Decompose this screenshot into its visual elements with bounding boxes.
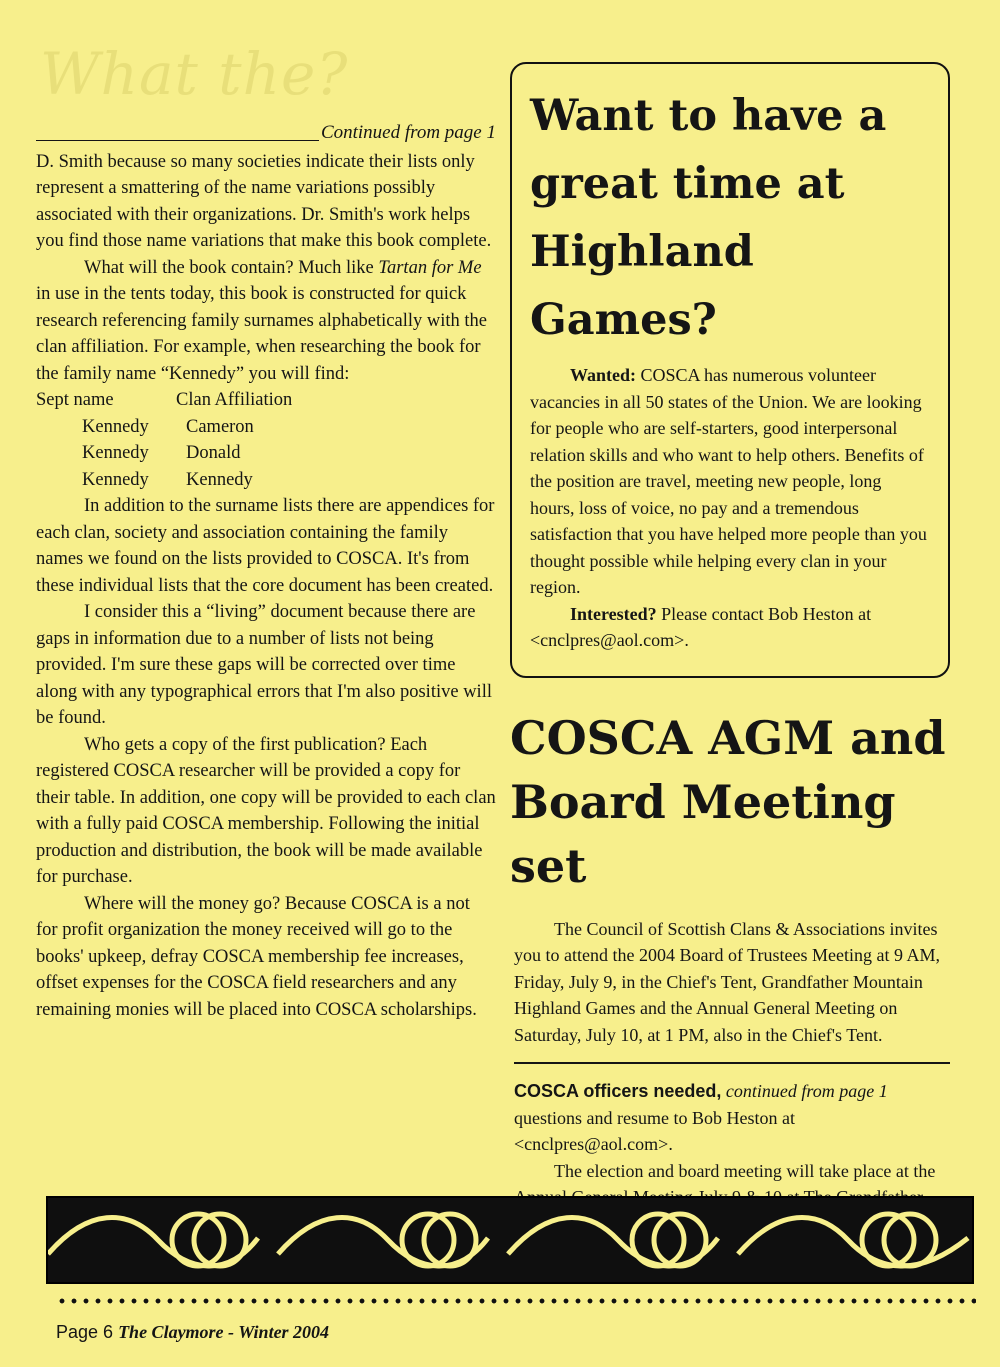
ad-interested-paragraph [530, 601, 930, 654]
paragraph-2-end: in use in the tents today, this book is constructed for quick research referencing family surnames alphabetically with the clan affiliation. For example, when researching the book for the family name “Kennedy” you will find: [36, 284, 487, 384]
agm-headline: COSCA AGM and Board Meeting set [510, 710, 946, 893]
right-column [510, 62, 950, 1237]
celtic-knotwork-border [46, 1196, 974, 1284]
officers-heading-line [514, 1078, 950, 1105]
sept-name-header: Sept name [36, 390, 114, 410]
table-row [36, 440, 496, 467]
paragraph-2-start: What will the book contain? Much like [84, 257, 379, 278]
officers-paragraph-2: The election and board meeting will take place at the [554, 1160, 936, 1181]
table-row [36, 414, 496, 441]
section-divider [514, 1062, 950, 1064]
page-number: Page 6 [56, 1322, 119, 1342]
agm-article [510, 916, 950, 1238]
publication-name: The Claymore - Winter 2004 [118, 1322, 330, 1342]
interested-label: Interested? [570, 603, 657, 624]
officers-heading: COSCA officers needed, [514, 1081, 722, 1101]
volunteer-ad-box [510, 62, 950, 678]
continued-from-line [36, 120, 496, 147]
ad-wanted-paragraph [530, 362, 930, 601]
paragraph-2 [36, 255, 496, 388]
officers-line-1: questions and resume to Bob Heston at <cnclpres@aol.com>. [514, 1107, 795, 1154]
paragraph-1: D. Smith because so many societies indicate their lists only represent a smattering of the name variations possibly associated with their organizations. Dr. Smith's work helps you find those name variations that make this book complete. [36, 151, 492, 251]
paragraph-3: In addition to the surname lists there are appendices for each clan, society and association containing the family names we found on the lists provided to COSCA. It's from these individual lists that the core document has been created. [36, 496, 495, 596]
clan-cell: Kennedy [186, 469, 253, 490]
tartan-for-me-title: Tartan for Me [378, 257, 482, 278]
clan-affiliation-header: Clan Affiliation [176, 390, 293, 410]
dotted-rule [56, 1296, 976, 1306]
page-footer [56, 1322, 329, 1343]
sept-cell: Kennedy [82, 443, 149, 463]
agm-paragraph: The Council of Scottish Clans & Associations invites you to attend the 2004 Board of Trustees Meeting at 9 AM, Friday, July 9, in the Chief's Tent, Grandfather Mountain Highland Games and the Annual General Meeting on Saturday, July 10, at 1 PM, also in the Chief's Tent. [514, 918, 940, 1045]
interested-text: Please contact Bob Heston at <cnclpres@aol.com>. [530, 603, 872, 650]
paragraph-4: I consider this a “living” document because there are gaps in information due to a number of lists not being provided. I'm sure these gaps will be corrected over time along with any typographical errors that I'm also positive will be found. [36, 602, 492, 728]
knotwork-pattern [48, 1198, 972, 1282]
paragraph-5: Who gets a copy of the first publication? Each registered COSCA researcher will be provided a copy for their table. In addition, one copy will be provided to each clan with a fully paid COSCA membership. Following the initial production and distribution, the book will be made available for purchase. [36, 734, 496, 887]
sept-cell: Kennedy [82, 416, 149, 437]
continued-rule [36, 140, 319, 141]
table-row [36, 467, 496, 494]
clan-cell: Donald [186, 443, 241, 463]
wanted-label: Wanted: [570, 365, 637, 385]
wanted-text: COSCA has numerous volunteer vacancies in all 50 states of the Union. We are looking for people who are self-starters, good interpersonal relation skills and who want to help others. Benefits of the position are travel, meeting new people, long hours, loss of voice, no pay and a tremendous satisfaction that you have helped more people than you thought possible while helping every clan in your region. [530, 365, 927, 597]
clan-cell: Cameron [186, 416, 254, 437]
sept-table-header [36, 387, 496, 414]
officers-continued: continued from page 1 [721, 1081, 888, 1101]
ad-headline: Want to have a great time at Highland Games? [530, 91, 887, 345]
ad-body [530, 362, 930, 654]
sept-cell: Kennedy [82, 469, 149, 490]
sept-table [36, 387, 496, 493]
background-ghost-heading: What the? [40, 40, 349, 108]
continued-from-text: Continued from page 1 [320, 122, 496, 143]
left-column-article [36, 120, 496, 1023]
paragraph-6: Where will the money go? Because COSCA is a not for profit organization the money received will go to the books' upkeep, defray COSCA membership fee increases, offset expenses for the COSCA field researchers and any remaining monies will be placed into COSCA scholarships. [36, 893, 477, 1020]
